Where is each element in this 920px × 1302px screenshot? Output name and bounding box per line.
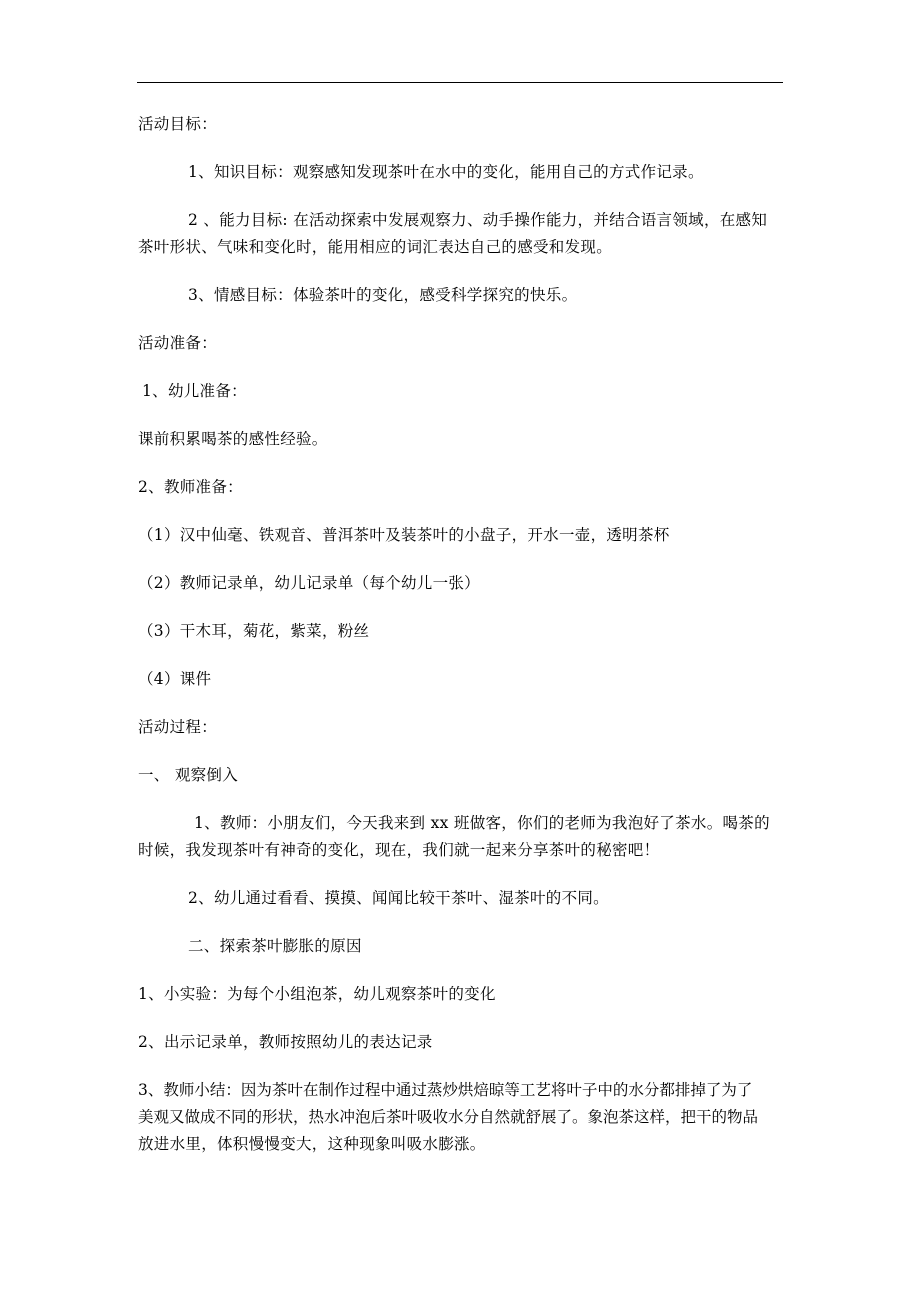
step-2: 二、探索茶叶膨胀的原因 [188, 937, 362, 955]
prep-2-item-1: （1）汉中仙毫、铁观音、普洱茶叶及装茶叶的小盘子，开水一壶，透明茶杯 [138, 526, 670, 544]
step-2-c-line-3: 放进水里，体积慢慢变大，这种现象叫吸水膨涨。 [138, 1135, 486, 1153]
prep-2-item-2: （2）教师记录单，幼儿记录单（每个幼儿一张） [138, 574, 480, 592]
step-1-b: 2、幼儿通过看看、摸摸、闻闻比较干茶叶、湿茶叶的不同。 [188, 889, 609, 907]
prep-2: 2、教师准备： [138, 478, 243, 496]
step-2-c-line-2: 美观又做成不同的形状，热水冲泡后茶叶吸收水分自然就舒展了。象泡茶这样，把干的物品 [138, 1108, 759, 1126]
step-1-a-line-2: 时候，我发现茶叶有神奇的变化，现在，我们就一起来分享茶叶的秘密吧！ [138, 841, 660, 859]
step-1-a-line-1: 1、教师：小朋友们，今天我来到 xx 班做客，你们的老师为我泡好了茶水。喝茶的 [194, 814, 770, 832]
goals-heading: 活动目标： [138, 115, 218, 133]
process-heading: 活动过程： [138, 718, 218, 736]
step-2-a: 1、小实验：为每个小组泡茶，幼儿观察茶叶的变化 [138, 985, 496, 1003]
goal-2-line-1: 2 、能力目标: 在活动探索中发展观察力、动手操作能力，并结合语言领域，在感知 [188, 211, 768, 229]
step-2-c-line-1: 3、教师小结：因为茶叶在制作过程中通过蒸炒烘焙晾等工艺将叶子中的水分都排掉了为了 [138, 1081, 753, 1099]
step-2-b: 2、出示记录单，教师按照幼儿的表达记录 [138, 1033, 433, 1051]
prep-2-item-4: （4）课件 [138, 670, 212, 688]
header-rule [137, 82, 783, 83]
prep-heading: 活动准备： [138, 334, 218, 352]
step-1: 一、 观察倒入 [138, 766, 239, 784]
prep-2-item-3: （3）干木耳，菊花，紫菜，粉丝 [138, 622, 370, 640]
prep-1-detail: 课前积累喝茶的感性经验。 [138, 430, 328, 448]
prep-1: 1、幼儿准备： [142, 382, 247, 400]
goal-1: 1、知识目标：观察感知发现茶叶在水中的变化，能用自己的方式作记录。 [188, 163, 704, 181]
goal-2-line-2: 茶叶形状、气味和变化时，能用相应的词汇表达自己的感受和发现。 [138, 238, 613, 256]
goal-3: 3、情感目标：体验茶叶的变化，感受科学探究的快乐。 [188, 286, 578, 304]
